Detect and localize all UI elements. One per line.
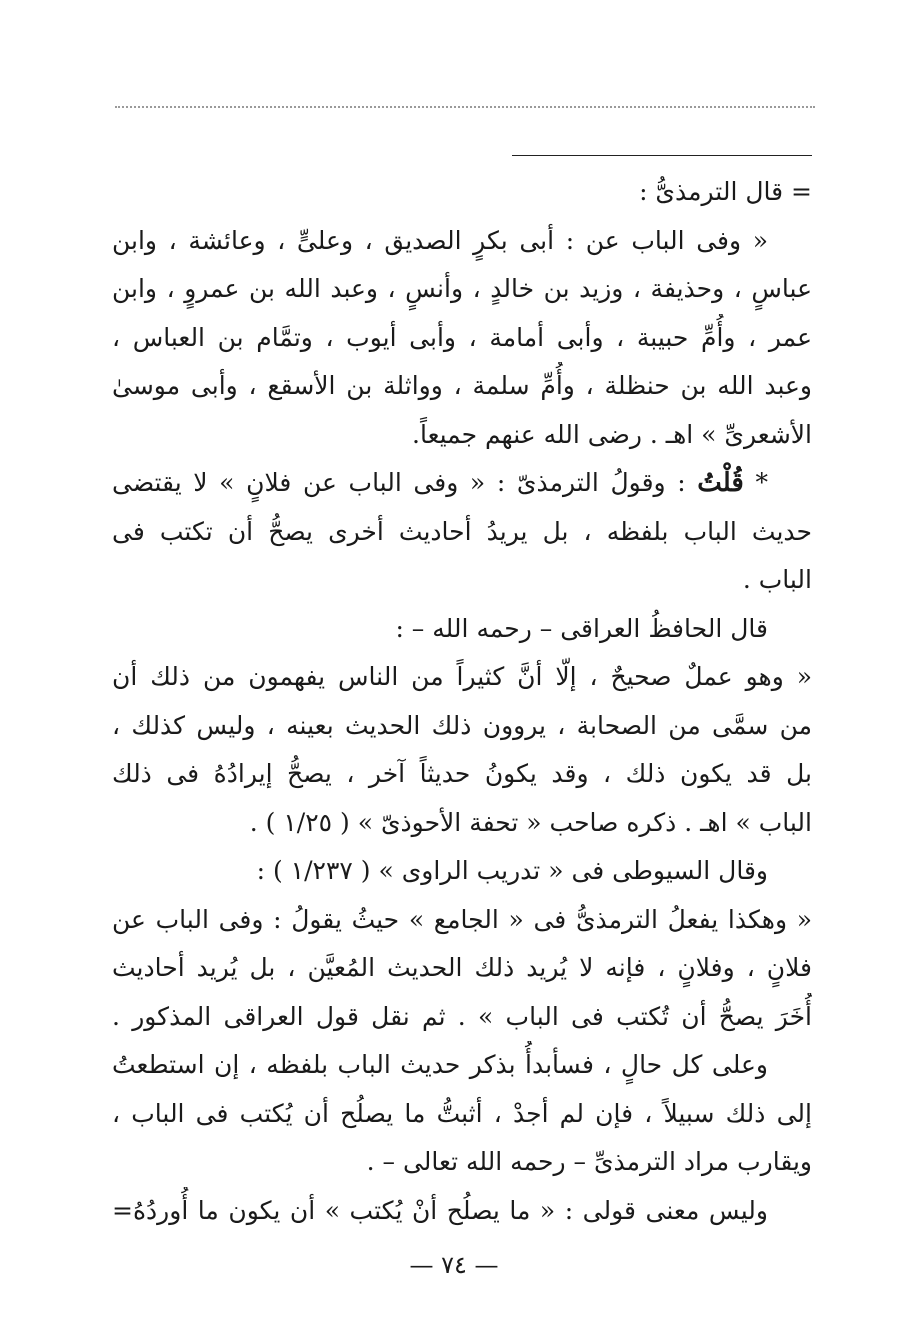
text-line-13: بل قد يكون ذلك ، وقد يكونُ حديثاً آخر ، يصحُّ إيرادُهُ فى ذلك <box>112 759 812 788</box>
text-line-14: الباب » اهـ . ذكره صاحب « تحفة الأحوذىّ » ( ١/٢٥ ) . <box>249 807 812 837</box>
text-line-6: الأشعرىِّ » اهـ . رضى الله عنهم جميعاً. <box>412 419 812 449</box>
footnote-separator-rule <box>512 155 812 156</box>
page-body-text <box>112 168 812 1235</box>
text-line-2: « وفى الباب عن : أبى بكرٍ الصديق ، وعلىٍّ ، وعائشة ، وابن <box>112 225 768 255</box>
text-line-21: ويقارب مراد الترمذىِّ – رحمه الله تعالى – . <box>366 1147 812 1176</box>
text-line-11: « وهو عملٌ صحيحٌ ، إلّا أنَّ كثيراً من الناس يفهمون من ذلك أن <box>112 662 812 691</box>
asterisk-marker: * <box>743 468 768 497</box>
text-line-10: قال الحافظُ العراقى – رحمه الله – : <box>395 613 768 643</box>
text-line-12: من سمَّى من الصحابة ، يروون ذلك الحديث بعينه ، وليس كذلك ، <box>112 710 812 740</box>
text-line-7 <box>112 459 812 508</box>
text-line-8: حديث الباب بلفظه ، بل يريدُ أحاديث أخرى يصحُّ أن تكتب فى <box>112 516 812 546</box>
text-line-4: عمر ، وأُمِّ حبيبة ، وأبى أمامة ، وأبى أيوب ، وتمَّام بن العباس ، <box>112 322 812 352</box>
text-line-18: أُخَرَ يصحُّ أن تُكتب فى الباب » . ثم نقل قول العراقى المذكور . <box>112 1001 812 1031</box>
text-line-1: = قال الترمذىُّ : <box>639 177 812 206</box>
header-dotted-rule <box>115 106 815 108</box>
text-line-17: فلانٍ ، وفلانٍ ، فإنه لا يُريد ذلك الحديث المُعيَّن ، بل يُريد أحاديث <box>112 953 812 982</box>
page-number: — ٧٤ — <box>409 1251 499 1279</box>
text-line-22: وليس معنى قولى : « ما يصلُح أنْ يُكتب » أن يكون ما أُوردُهُ= <box>112 1195 768 1225</box>
text-line-19: وعلى كل حالٍ ، فسأبدأُ بذكر حديث الباب بلفظه ، إن استطعتُ <box>112 1050 768 1079</box>
qultu-heading: قُلْتُ <box>697 468 744 498</box>
text-line-7-rest: : وقولُ الترمذىّ : « وفى الباب عن فلانٍ » لا يقتضى <box>112 468 698 497</box>
text-line-9: الباب . <box>742 565 812 594</box>
text-line-3: عباسٍ ، وحذيفة ، وزيد بن خالدٍ ، وأنسٍ ، وعبد الله بن عمروٍ ، وابن <box>112 274 812 303</box>
text-line-5: وعبد الله بن حنظلة ، وأُمِّ سلمة ، وواثلة بن الأسقع ، وأبى موسىٰ <box>112 371 812 400</box>
text-line-15: وقال السيوطى فى « تدريب الراوى » ( ١/٢٣٧ ) : <box>256 856 768 885</box>
text-line-16: « وهكذا يفعلُ الترمذىُّ فى « الجامع » حيثُ يقولُ : وفى الباب عن <box>112 904 812 934</box>
text-line-20: إلى ذلك سبيلاً ، فإن لم أجدْ ، أثبتُّ ما يصلُح أن يُكتب فى الباب ، <box>112 1098 812 1128</box>
